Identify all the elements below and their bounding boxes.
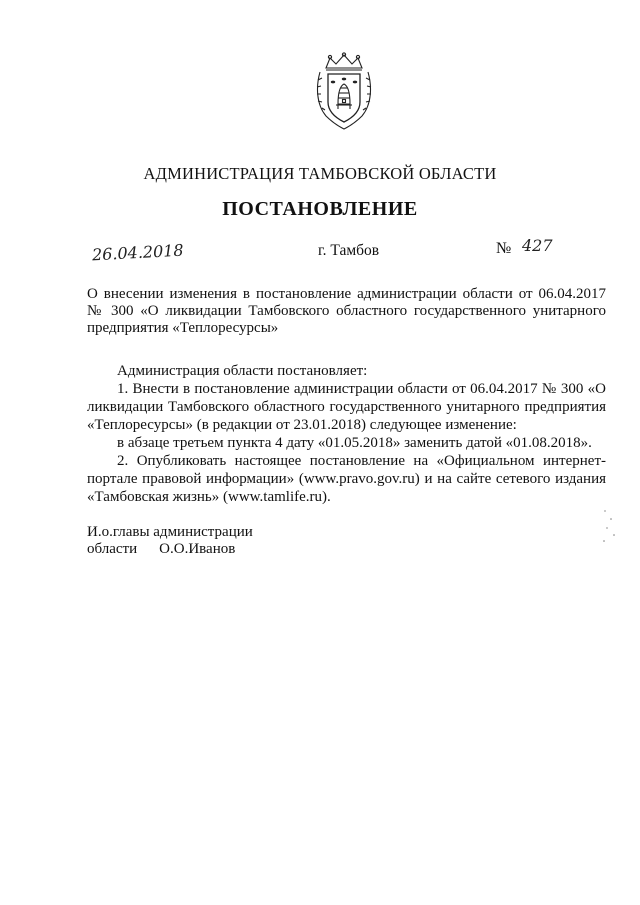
body-item-2: 2. Опубликовать настоящее постановление на «Официальном интернет-портале правовой информации» (www.pravo.gov.ru) и на сайте сетевого издания «Тамбовская жизнь» (www.tamlife.ru). xyxy=(87,453,606,505)
city-name: г. Тамбов xyxy=(318,242,380,259)
body-item-1: 1. Внести в постановление администрации области от 06.04.2017 № 300 «О ликвидации Тамбовского областного государственного унитарного предприятия «Теплоресурсы» (в редакции от 23.01.2018) следующее изменение: xyxy=(87,381,606,433)
document-body xyxy=(87,362,606,506)
body-preamble: Администрация области постановляет: xyxy=(117,363,368,379)
number-label: № xyxy=(496,240,512,257)
handwritten-document-number: 427 xyxy=(522,236,553,255)
organization-title: АДМИНИСТРАЦИЯ ТАМБОВСКОЙ ОБЛАСТИ xyxy=(143,164,497,183)
document-subject: О внесении изменения в постановление администрации области от 06.04.2017 № 300 «О ликвидации Тамбовского областного государственного унитарного предприятия «Теплоресурсы» xyxy=(87,286,606,336)
signatory-name: О.О.Иванов xyxy=(159,541,236,557)
signatory-line2 xyxy=(87,541,253,558)
signature-block xyxy=(87,524,253,558)
handwritten-date: 26.04.2018 xyxy=(91,240,185,265)
signatory-position-line1: И.о.главы администрации xyxy=(87,524,253,540)
signatory-position-line2: области xyxy=(87,541,138,557)
document-type-heading: ПОСТАНОВЛЕНИЕ xyxy=(222,198,418,220)
body-item-1-detail: в абзаце третьем пункта 4 дату «01.05.2018» заменить датой «01.08.2018». xyxy=(117,435,592,451)
tambov-coat-of-arms-icon xyxy=(312,52,376,132)
